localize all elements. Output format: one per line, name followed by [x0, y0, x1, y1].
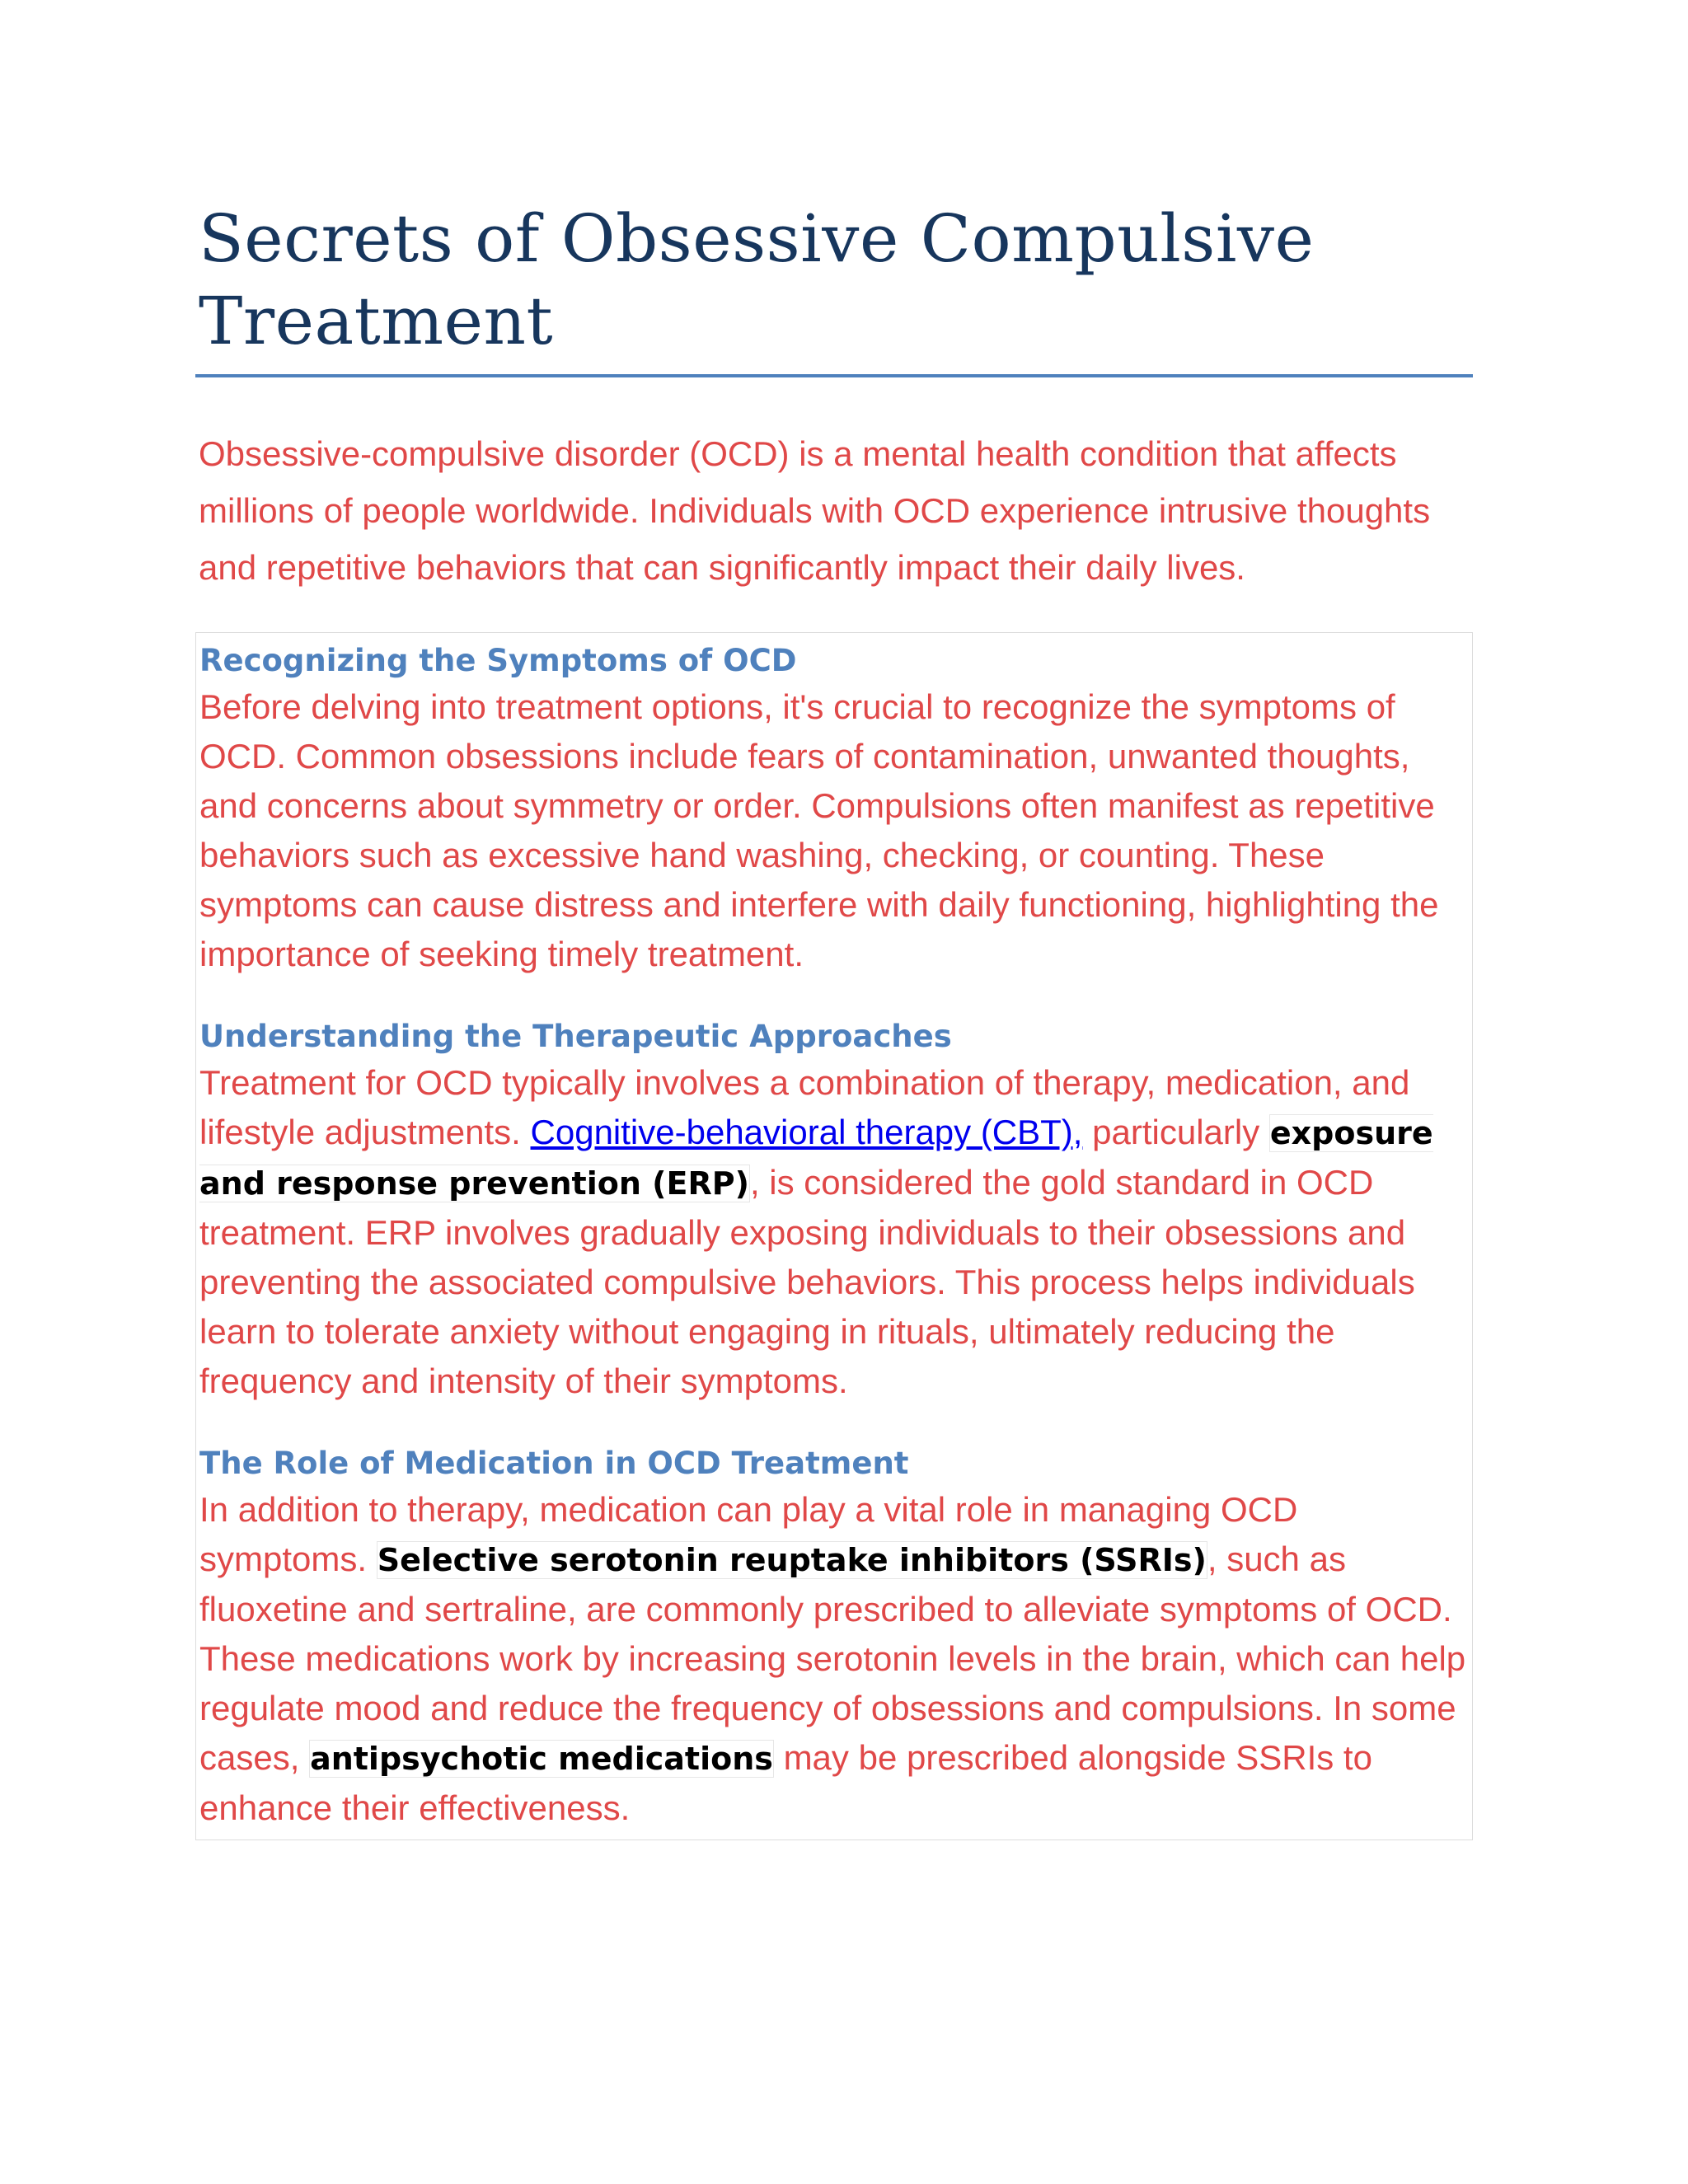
section-paragraph: Before delving into treatment options, it's crucial to recognize the symptoms of OCD. Common obsessions include fears of contamination, unwanted thoughts, and concerns about symmetry or order. Compulsions often manifest as repetitive behaviors such as excessive hand washing, checking, or counting. These symptoms can cause distress and interfere with daily functioning, highlighting the importance of seeking timely treatment.	[199, 687, 1439, 973]
section-paragraph	[199, 1058, 1472, 1406]
antipsychotic-term: antipsychotic medications	[310, 1741, 773, 1777]
document-title: Secrets of Obsessive Compulsive Treatment	[199, 200, 1315, 359]
section-heading: The Role of Medication in OCD Treatment	[199, 1446, 909, 1481]
title-underline	[195, 374, 1473, 377]
section-heading: Recognizing the Symptoms of OCD	[199, 643, 797, 678]
section-paragraph	[199, 1485, 1472, 1833]
section-therapy	[199, 1015, 1472, 1406]
section-heading: Understanding the Therapeutic Approaches	[199, 1019, 952, 1054]
paragraph-text: In addition to therapy, medication can play a vital role in managing OCD symptoms.	[199, 1490, 1298, 1578]
document-page	[195, 198, 1473, 1840]
paragraph-text: Treatment for OCD typically involves a combination of therapy, medication, and lifestyle adjustments.	[199, 1063, 1410, 1151]
section-symptoms	[199, 633, 1472, 979]
paragraph-text: , such as fluoxetine and sertraline, are commonly prescribed to alleviate symptoms of OCD. These medications work by increasing serotonin levels in the brain, which can help regulate mood and reduce the frequency of obsessions and compulsions. In some cases,	[199, 1540, 1466, 1777]
section-medication	[199, 1442, 1472, 1833]
intro-paragraph: Obsessive-compulsive disorder (OCD) is a mental health condition that affects millions of people worldwide. Individuals with OCD experience intrusive thoughts and repetitive behaviors that can significantly impact their daily lives.	[199, 434, 1431, 587]
content-box	[195, 632, 1473, 1840]
paragraph-text: , is considered the gold standard in OCD treatment. ERP involves gradually exposing individuals to their obsessions and preventing the associated compulsive behaviors. This process helps individuals learn to tolerate anxiety without engaging in rituals, ultimately reducing the frequency and intensity of their symptoms.	[199, 1163, 1415, 1400]
paragraph-text: particularly	[1082, 1113, 1269, 1151]
paragraph-text: may be prescribed alongside SSRIs to enhance their effectiveness.	[199, 1738, 1372, 1827]
ssri-term: Selective serotonin reuptake inhibitors (SSRIs)	[377, 1542, 1207, 1578]
cbt-link[interactable]: Cognitive-behavioral therapy (CBT),	[530, 1113, 1083, 1151]
erp-term: exposure and response prevention (ERP)	[199, 1115, 1433, 1202]
